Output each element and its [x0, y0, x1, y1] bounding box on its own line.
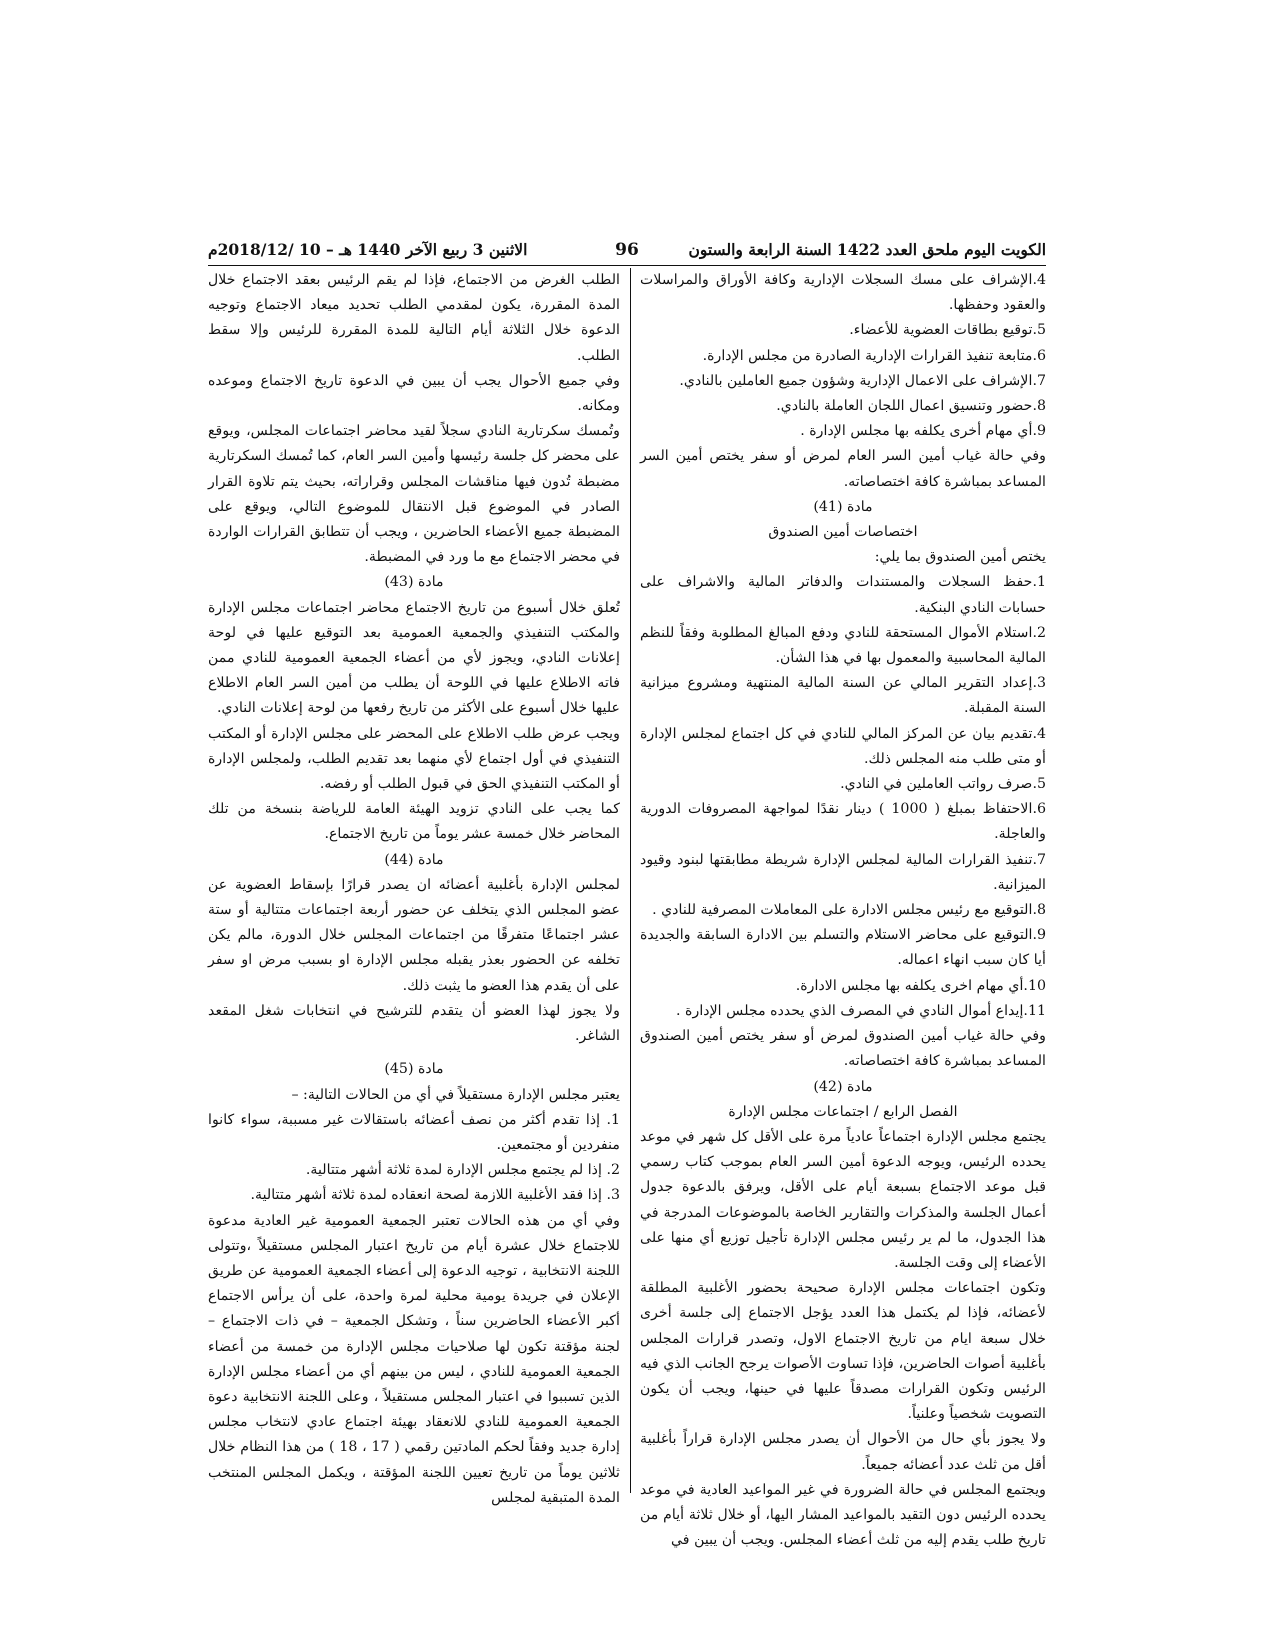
section-title: الفصل الرابع / اجتماعات مجلس الإدارة: [728, 1103, 958, 1120]
paragraph: ويجب عرض طلب الاطلاع على المحضر على مجلس الإدارة أو المكتب التنفيذي في أول اجتماع لأي منهما بعد تقديم الطلب، ولمجلس الإدارة أو المكتب التنفيذي الحق في قبول الطلب أو رفضه.: [208, 725, 620, 793]
paragraph: 3. إذا فقد الأغلبية اللازمة لصحة انعقاده لمدة ثلاثة أشهر متتالية.: [250, 1187, 620, 1204]
paragraph: يجتمع مجلس الإدارة اجتماعاً عادياً مرة على الأقل كل شهر في موعد يحدده الرئيس، ويوجه الدعوة أمين السر العام بموجب كتاب رسمي قبل موعد الاجتماع بسبعة أيام على الأقل، ويرفق بالدعوة جدول أعمال الجلسة والمذكرات والتقارير الخاصة بالموضوعات المدرجة في هذا الجدول، ما لم ير رئيس مجلس الإدارة تأجيل توزيع أي منها على الأعضاء إلى وقت الجلسة.: [640, 1128, 1046, 1271]
paragraph: 8.التوقيع مع رئيس مجلس الادارة على المعاملات المصرفية للنادي .: [652, 902, 1046, 919]
paragraph: 9.التوقيع على محاضر الاستلام والتسلم بين الادارة السابقة والجديدة أيا كان سبب انهاء اعماله.: [640, 927, 1046, 969]
article-heading: مادة (42): [813, 1078, 873, 1095]
left-column: [208, 268, 620, 1506]
article-heading: مادة (43): [384, 574, 444, 591]
paragraph: وفي جميع الأحوال يجب أن يبين في الدعوة تاريخ الاجتماع وموعده ومكانه.: [208, 372, 620, 415]
paragraph: 2.استلام الأموال المستحقة للنادي ودفع المبالغ المطلوبة وفقاً للنظم المالية المحاسبية والمعمول بها في هذا الشأن.: [640, 624, 1046, 667]
paragraph: كما يجب على النادي تزويد الهيئة العامة للرياضة بنسخة من تلك المحاضر خلال خمسة عشر يوماً من تاريخ الاجتماع.: [208, 801, 620, 843]
paragraph: وتُمسك سكرتارية النادي سجلاً لقيد محاضر اجتماعات المجلس، ويوقع على محضر كل جلسة رئيسها وأمين السر العام، كما تُمسك السكرتارية مضبطة تُدون فيها مناقشات المجلس وقراراته، بحيث يتم تلاوة القرار الصادر في الموضوع قبل الانتقال للموضوع التالي، ويوقع على المضبطة جميع الأعضاء الحاضرين ، ويجب أن تتطابق القرارات الواردة في محضر الاجتماع مع ما ورد في المضبطة.: [208, 423, 620, 566]
paragraph: وفي حالة غياب أمين السر العام لمرض أو سفر يختص أمين السر المساعد بمباشرة كافة اختصاصاته.: [640, 448, 1046, 490]
section-title: اختصاصات أمين الصندوق: [768, 524, 918, 541]
paragraph: 9.أي مهام أخرى يكلفه بها مجلس الإدارة .: [800, 423, 1046, 440]
paragraph: لمجلس الإدارة بأغلبية أعضائه ان يصدر قرارًا بإسقاط العضوية عن عضو المجلس الذي يتخلف عن حضور أربعة اجتماعات متتالية أو ستة عشر اجتماعًا متفرقًا من اجتماعات المجلس خلال الدورة، مالم يكن تخلفه عن الحضور بعذر يقبله مجلس الإدارة او بسبب مرض او سفر على أن يقدم هذا العضو ما يثبت ذلك.: [208, 876, 620, 994]
paragraph: 5.توقيع بطاقات العضوية للأعضاء.: [849, 322, 1046, 339]
paragraph: 2. إذا لم يجتمع مجلس الإدارة لمدة ثلاثة أشهر متتالية.: [305, 1162, 620, 1179]
paragraph: 1. إذا تقدم أكثر من نصف أعضائه باستقالات غير مسببة، سواء كانوا منفردين أو مجتمعين.: [208, 1111, 620, 1153]
column-divider: [630, 268, 631, 1493]
paragraph: الطلب الغرض من الاجتماع، فإذا لم يقم الرئيس بعقد الاجتماع خلال المدة المقررة، يكون لمقدمي الطلب تحديد ميعاد الاجتماع وتوجيه الدعوة خلال الثلاثة أيام التالية للمدة المقررة للرئيس وإلا سقط الطلب.: [208, 272, 620, 364]
spacer: [208, 1049, 620, 1057]
article-heading: مادة (45): [384, 1061, 444, 1078]
paragraph: 4.تقديم بيان عن المركز المالي للنادي في كل اجتماع لمجلس الإدارة أو متى طلب منه المجلس ذلك.: [640, 725, 1046, 767]
paragraph: تُعلق خلال أسبوع من تاريخ الاجتماع محاضر اجتماعات مجلس الإدارة والمكتب التنفيذي والجمعية العمومية بعد التوقيع عليها في لوحة إعلانات النادي، ويجوز لأي من أعضاء الجمعية العمومية للنادي ممن فاته الاطلاع عليها في اللوحة أن يطلب من أمين السر العام الاطلاع عليها خلال أسبوع على الأكثر من تاريخ رفعها من لوحة إعلانات النادي.: [208, 599, 620, 717]
article-heading: مادة (44): [384, 851, 444, 868]
paragraph: يعتبر مجلس الإدارة مستقيلاً في أي من الحالات التالية: –: [291, 1086, 620, 1103]
paragraph: 6.متابعة تنفيذ القرارات الإدارية الصادرة من مجلس الإدارة.: [702, 347, 1046, 364]
paragraph: 3.إعداد التقرير المالي عن السنة المالية المنتهية ومشروع ميزانية السنة المقبلة.: [640, 675, 1046, 717]
paragraph: يختص أمين الصندوق بما يلي:: [874, 549, 1046, 566]
header-rule: [208, 265, 1046, 266]
paragraph: 8.حضور وتنسيق اعمال اللجان العاملة بالنادي.: [776, 398, 1046, 415]
paragraph: 10.أي مهام اخرى يكلفه بها مجلس الادارة.: [795, 977, 1046, 994]
paragraph: 7.الإشراف على الاعمال الإدارية وشؤون جميع العاملين بالنادي.: [679, 372, 1046, 389]
page-header: [208, 240, 1046, 264]
right-column: [640, 268, 1046, 1549]
paragraph: 11.إيداع أموال النادي في المصرف الذي يحدده مجلس الإدارة .: [676, 1002, 1046, 1019]
page-number: 96: [615, 240, 639, 260]
header-publication: الكويت اليوم ملحق العدد 1422 السنة الرابعة والستون: [688, 240, 1046, 259]
paragraph: 5.صرف رواتب العاملين في النادي.: [840, 776, 1046, 793]
paragraph: ولا يجوز لهذا العضو أن يتقدم للترشيح في انتخابات شغل المقعد الشاغر.: [208, 1002, 620, 1045]
paragraph: 1.حفظ السجلات والمستندات والدفاتر المالية والاشراف على حسابات النادي البنكية.: [640, 574, 1046, 616]
paragraph: ولا يجوز بأي حال من الأحوال أن يصدر مجلس الإدارة قراراً بأغلبية أقل من ثلث عدد أعضائه جميعاً.: [640, 1431, 1046, 1473]
paragraph: وتكون اجتماعات مجلس الإدارة صحيحة بحضور الأغلبية المطلقة لأعضائه، فإذا لم يكتمل هذا العدد يؤجل الاجتماع إلى جلسة أخرى خلال سبعة ايام من تاريخ الاجتماع الاول، وتصدر قرارات المجلس بأغلبية أصوات الحاضرين، فإذا تساوت الأصوات يرجح الجانب الذي فيه الرئيس وتكون القرارات مصدقاً عليها في حينها، ويجب أن يكون التصويت شخصياً وعلنياً.: [640, 1280, 1046, 1423]
paragraph: وفي حالة غياب أمين الصندوق لمرض أو سفر يختص أمين الصندوق المساعد بمباشرة كافة اختصاصاته.: [640, 1028, 1046, 1070]
paragraph: وفي أي من هذه الحالات تعتبر الجمعية العمومية غير العادية مدعوة للاجتماع خلال عشرة أيام من تاريخ اعتبار المجلس مستقيلاً ،وتتولى اللجنة الانتخابية ، توجيه الدعوة إلى أعضاء الجمعية العمومية عن طريق الإعلان في جريدة يومية محلية لمرة واحدة، على أن يرأس الاجتماع أكبر الأعضاء الحاضرين سناً ، وتشكل الجمعية – في ذات الاجتماع – لجنة مؤقتة تكون لها صلاحيات مجلس الإدارة من خمسة من أعضاء الجمعية العمومية للنادي ، ليس من بينهم أي من أعضاء مجلس الإدارة الذين تسببوا في اعتبار المجلس مستقيلاً ، وعلى اللجنة الانتخابية دعوة الجمعية العمومية للنادي للانعقاد بهيئة اجتماع عادي لانتخاب مجلس إدارة جديد وفقاً لحكم المادتين رقمي ( 17 ، 18 ) من هذا النظام خلال ثلاثين يوماً من تاريخ تعيين اللجنة المؤقتة ، ويكمل المجلس المنتخب المدة المتبقية لمجلس: [208, 1212, 620, 1506]
header-date: الاثنين 3 ربيع الآخر 1440 هـ – 10 /2018/12م: [208, 240, 528, 259]
paragraph: ويجتمع المجلس في حالة الضرورة في غير المواعيد العادية في موعد يحدده الرئيس دون التقيد بالمواعيد المشار اليها، أو خلال ثلاثة أيام من تاريخ طلب يقدم إليه من ثلث أعضاء المجلس. ويجب أن يبين في: [640, 1481, 1046, 1549]
paragraph: 6.الاحتفاظ بمبلغ ( 1000 ) دينار نقدًا لمواجهة المصروفات الدورية والعاجلة.: [640, 801, 1046, 843]
paragraph: 7.تنفيذ القرارات المالية لمجلس الإدارة شريطة مطابقتها لبنود وقيود الميزانية.: [640, 851, 1046, 893]
paragraph: 4.الإشراف على مسك السجلات الإدارية وكافة الأوراق والمراسلات والعقود وحفظها.: [640, 272, 1046, 314]
article-heading: مادة (41): [813, 498, 873, 515]
